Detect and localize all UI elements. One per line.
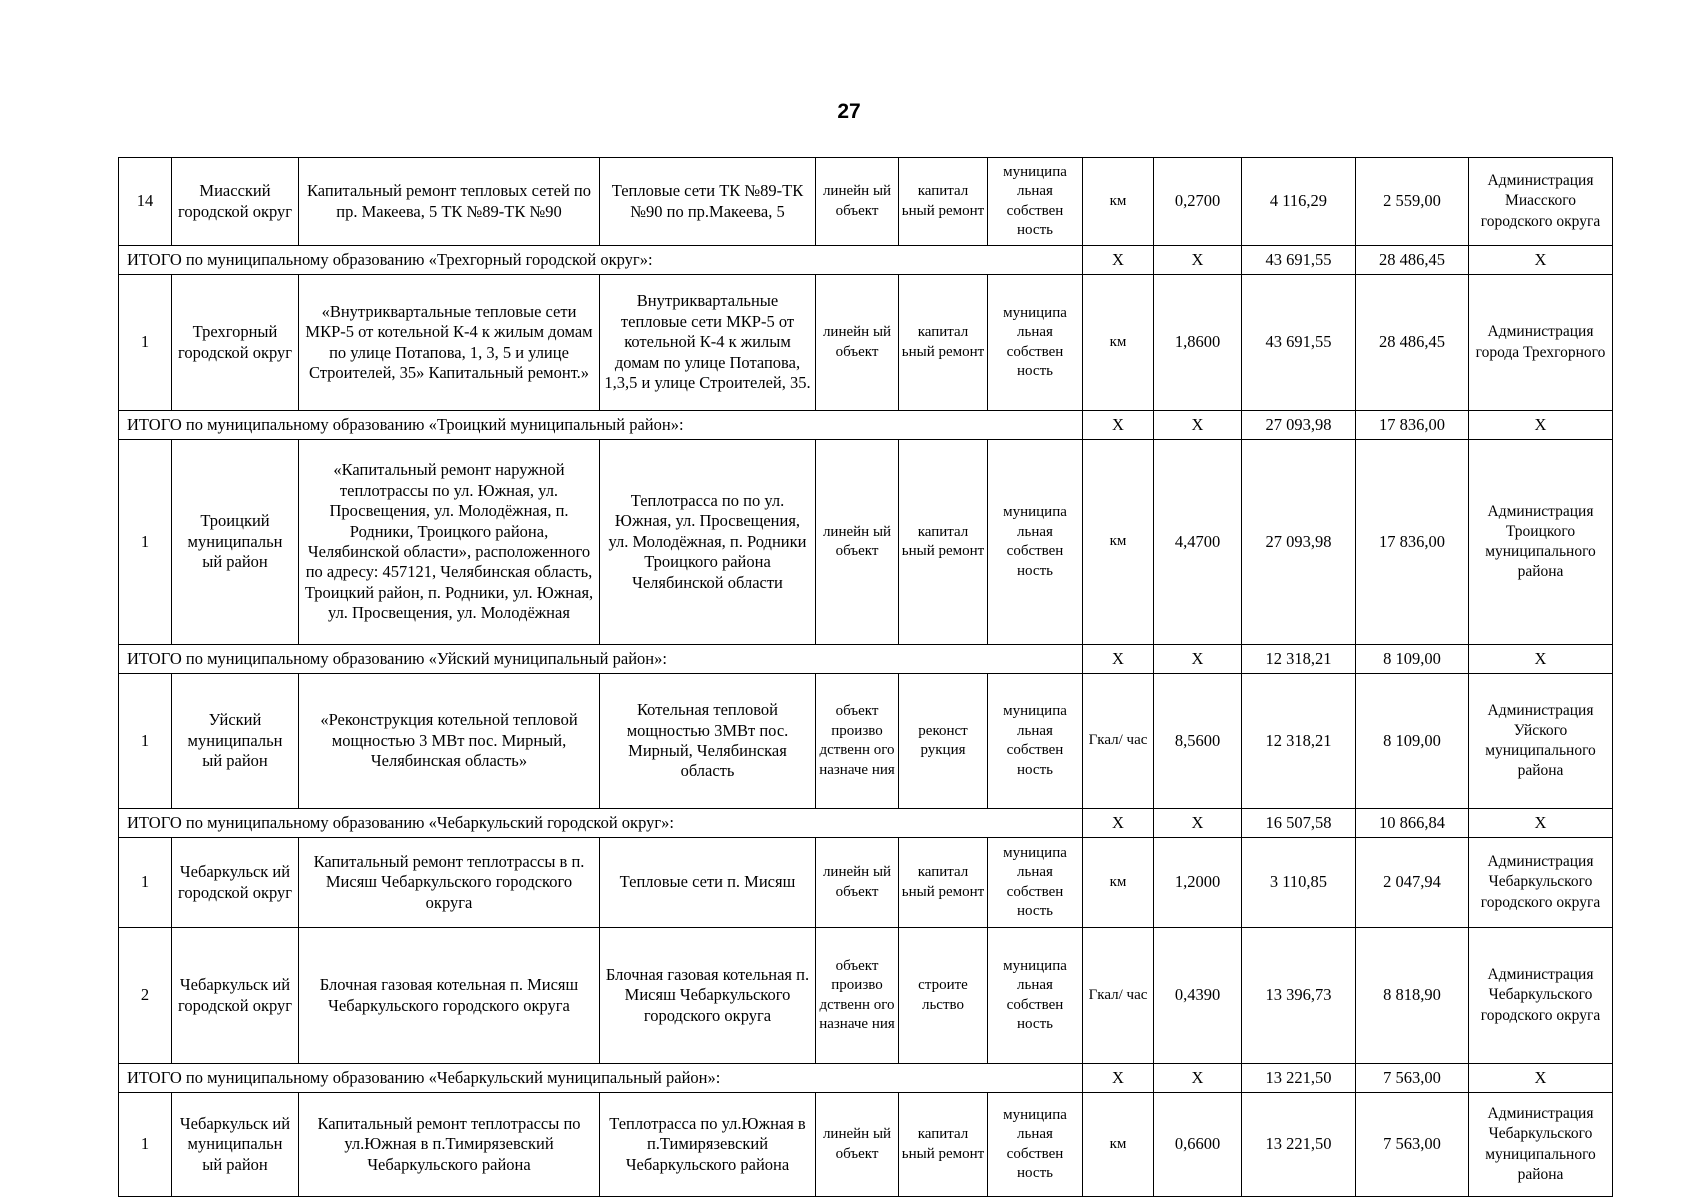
table-body bbox=[119, 158, 1613, 1197]
row-number: 14 bbox=[119, 158, 172, 246]
work-type-cell: капитал ьный ремонт bbox=[899, 1093, 988, 1197]
total-row bbox=[119, 411, 1613, 440]
object-type-cell: линейн ый объект bbox=[816, 1093, 899, 1197]
work-type-cell: реконст рукция bbox=[899, 674, 988, 809]
object-type-cell: линейн ый объект bbox=[816, 275, 899, 411]
total-unit: X bbox=[1083, 246, 1154, 275]
heat-network-projects-table bbox=[118, 157, 1613, 1197]
object-type-cell: линейн ый объект bbox=[816, 440, 899, 645]
capacity-cell: 8,5600 bbox=[1154, 674, 1242, 809]
total-cost-total: 13 221,50 bbox=[1242, 1064, 1356, 1093]
work-type-cell: капитал ьный ремонт bbox=[899, 275, 988, 411]
unit-cell: Гкал/ час bbox=[1083, 674, 1154, 809]
total-cost-total: 43 691,55 bbox=[1242, 246, 1356, 275]
ownership-cell: муниципа льная собствен ность bbox=[988, 928, 1083, 1064]
municipality-cell: Уйский муниципальн ый район bbox=[172, 674, 299, 809]
cost-budget-cell: 2 047,94 bbox=[1356, 838, 1469, 928]
total-capacity: X bbox=[1154, 645, 1242, 674]
table-row bbox=[119, 158, 1613, 246]
cost-budget-cell: 7 563,00 bbox=[1356, 1093, 1469, 1197]
total-capacity: X bbox=[1154, 411, 1242, 440]
total-unit: X bbox=[1083, 1064, 1154, 1093]
capacity-cell: 1,2000 bbox=[1154, 838, 1242, 928]
unit-cell: км bbox=[1083, 440, 1154, 645]
project-name-cell: Капитальный ремонт тепловых сетей по пр. Макеева, 5 ТК №89-ТК №90 bbox=[299, 158, 600, 246]
total-customer: X bbox=[1469, 809, 1613, 838]
total-row bbox=[119, 645, 1613, 674]
total-row bbox=[119, 246, 1613, 275]
total-label: ИТОГО по муниципальному образованию «Троицкий муниципальный район»: bbox=[119, 411, 1083, 440]
ownership-cell: муниципа льная собствен ность bbox=[988, 440, 1083, 645]
cost-budget-cell: 28 486,45 bbox=[1356, 275, 1469, 411]
unit-cell: км bbox=[1083, 1093, 1154, 1197]
cost-budget-cell: 17 836,00 bbox=[1356, 440, 1469, 645]
customer-cell: Администрация Троицкого муниципального района bbox=[1469, 440, 1613, 645]
table-row bbox=[119, 674, 1613, 809]
work-type-cell: капитал ьный ремонт bbox=[899, 158, 988, 246]
customer-cell: Администрация Чебаркульского городского округа bbox=[1469, 928, 1613, 1064]
municipality-cell: Троицкий муниципальн ый район bbox=[172, 440, 299, 645]
municipality-cell: Чебаркульск ий городской округ bbox=[172, 838, 299, 928]
cost-budget-cell: 8 109,00 bbox=[1356, 674, 1469, 809]
cost-budget-cell: 8 818,90 bbox=[1356, 928, 1469, 1064]
object-name-cell: Котельная тепловой мощностью 3МВт пос. Мирный, Челябинская область bbox=[600, 674, 816, 809]
total-unit: X bbox=[1083, 809, 1154, 838]
total-cost-budget: 17 836,00 bbox=[1356, 411, 1469, 440]
capacity-cell: 1,8600 bbox=[1154, 275, 1242, 411]
row-number: 1 bbox=[119, 275, 172, 411]
total-capacity: X bbox=[1154, 1064, 1242, 1093]
capacity-cell: 4,4700 bbox=[1154, 440, 1242, 645]
object-type-cell: линейн ый объект bbox=[816, 838, 899, 928]
total-customer: X bbox=[1469, 1064, 1613, 1093]
work-type-cell: капитал ьный ремонт bbox=[899, 838, 988, 928]
ownership-cell: муниципа льная собствен ность bbox=[988, 1093, 1083, 1197]
object-name-cell: Тепловые сети ТК №89-ТК №90 по пр.Макеева, 5 bbox=[600, 158, 816, 246]
ownership-cell: муниципа льная собствен ность bbox=[988, 838, 1083, 928]
table-row bbox=[119, 275, 1613, 411]
row-number: 2 bbox=[119, 928, 172, 1064]
ownership-cell: муниципа льная собствен ность bbox=[988, 674, 1083, 809]
page-number: 27 bbox=[837, 100, 861, 123]
customer-cell: Администрация Уйского муниципального района bbox=[1469, 674, 1613, 809]
municipality-cell: Чебаркульск ий городской округ bbox=[172, 928, 299, 1064]
customer-cell: Администрация Чебаркульского городского округа bbox=[1469, 838, 1613, 928]
cost-total-cell: 3 110,85 bbox=[1242, 838, 1356, 928]
object-name-cell: Теплотрасса по по ул. Южная, ул. Просвещения, ул. Молодёжная, п. Родники Троицкого района Челябинской области bbox=[600, 440, 816, 645]
object-name-cell: Блочная газовая котельная п. Мисяш Чебаркульского городского округа bbox=[600, 928, 816, 1064]
total-label: ИТОГО по муниципальному образованию «Чебаркульский муниципальный район»: bbox=[119, 1064, 1083, 1093]
cost-total-cell: 13 396,73 bbox=[1242, 928, 1356, 1064]
total-cost-total: 16 507,58 bbox=[1242, 809, 1356, 838]
unit-cell: Гкал/ час bbox=[1083, 928, 1154, 1064]
object-type-cell: линейн ый объект bbox=[816, 158, 899, 246]
row-number: 1 bbox=[119, 838, 172, 928]
project-name-cell: Капитальный ремонт теплотрассы по ул.Южная в п.Тимирязевский Чебаркульского района bbox=[299, 1093, 600, 1197]
customer-cell: Администрация Чебаркульского муниципального района bbox=[1469, 1093, 1613, 1197]
total-label: ИТОГО по муниципальному образованию «Уйский муниципальный район»: bbox=[119, 645, 1083, 674]
total-cost-total: 12 318,21 bbox=[1242, 645, 1356, 674]
total-cost-budget: 28 486,45 bbox=[1356, 246, 1469, 275]
total-cost-budget: 7 563,00 bbox=[1356, 1064, 1469, 1093]
table-row bbox=[119, 928, 1613, 1064]
row-number: 1 bbox=[119, 440, 172, 645]
total-unit: X bbox=[1083, 645, 1154, 674]
total-label: ИТОГО по муниципальному образованию «Чебаркульский городской округ»: bbox=[119, 809, 1083, 838]
municipality-cell: Чебаркульск ий муниципальн ый район bbox=[172, 1093, 299, 1197]
total-label: ИТОГО по муниципальному образованию «Трехгорный городской округ»: bbox=[119, 246, 1083, 275]
object-name-cell: Теплотрасса по ул.Южная в п.Тимирязевский Чебаркульского района bbox=[600, 1093, 816, 1197]
project-name-cell: «Внутриквартальные тепловые сети МКР-5 от котельной К-4 к жилым домам по улице Потапова, 1, 3, 5 и улице Строителей, 35» Капитальный ремонт.» bbox=[299, 275, 600, 411]
ownership-cell: муниципа льная собствен ность bbox=[988, 158, 1083, 246]
total-capacity: X bbox=[1154, 246, 1242, 275]
row-number: 1 bbox=[119, 674, 172, 809]
ownership-cell: муниципа льная собствен ность bbox=[988, 275, 1083, 411]
cost-total-cell: 27 093,98 bbox=[1242, 440, 1356, 645]
table-row bbox=[119, 440, 1613, 645]
cost-total-cell: 43 691,55 bbox=[1242, 275, 1356, 411]
unit-cell: км bbox=[1083, 275, 1154, 411]
project-name-cell: «Реконструкция котельной тепловой мощностью 3 МВт пос. Мирный, Челябинская область» bbox=[299, 674, 600, 809]
object-type-cell: объект произво дственн ого назначе ния bbox=[816, 674, 899, 809]
object-type-cell: объект произво дственн ого назначе ния bbox=[816, 928, 899, 1064]
project-name-cell: Капитальный ремонт теплотрассы в п. Мисяш Чебаркульского городского округа bbox=[299, 838, 600, 928]
table-row bbox=[119, 838, 1613, 928]
total-row bbox=[119, 809, 1613, 838]
municipality-cell: Миасский городской округ bbox=[172, 158, 299, 246]
cost-budget-cell: 2 559,00 bbox=[1356, 158, 1469, 246]
row-number: 1 bbox=[119, 1093, 172, 1197]
capacity-cell: 0,2700 bbox=[1154, 158, 1242, 246]
total-cost-budget: 10 866,84 bbox=[1356, 809, 1469, 838]
total-row bbox=[119, 1064, 1613, 1093]
work-type-cell: строите льство bbox=[899, 928, 988, 1064]
unit-cell: км bbox=[1083, 158, 1154, 246]
total-capacity: X bbox=[1154, 809, 1242, 838]
capacity-cell: 0,6600 bbox=[1154, 1093, 1242, 1197]
municipality-cell: Трехгорный городской округ bbox=[172, 275, 299, 411]
total-customer: X bbox=[1469, 645, 1613, 674]
object-name-cell: Внутриквартальные тепловые сети МКР-5 от котельной К-4 к жилым домам по улице Потапова, 1,3,5 и улице Строителей, 35. bbox=[600, 275, 816, 411]
total-unit: X bbox=[1083, 411, 1154, 440]
unit-cell: км bbox=[1083, 838, 1154, 928]
cost-total-cell: 13 221,50 bbox=[1242, 1093, 1356, 1197]
cost-total-cell: 12 318,21 bbox=[1242, 674, 1356, 809]
customer-cell: Администрация города Трехгорного bbox=[1469, 275, 1613, 411]
project-name-cell: Блочная газовая котельная п. Мисяш Чебаркульского городского округа bbox=[299, 928, 600, 1064]
table-row bbox=[119, 1093, 1613, 1197]
customer-cell: Администрация Миасского городского округа bbox=[1469, 158, 1613, 246]
total-customer: X bbox=[1469, 411, 1613, 440]
total-customer: X bbox=[1469, 246, 1613, 275]
work-type-cell: капитал ьный ремонт bbox=[899, 440, 988, 645]
object-name-cell: Тепловые сети п. Мисяш bbox=[600, 838, 816, 928]
cost-total-cell: 4 116,29 bbox=[1242, 158, 1356, 246]
project-name-cell: «Капитальный ремонт наружной теплотрассы по ул. Южная, ул. Просвещения, ул. Молодёжная, п. Родники, Троицкого района, Челябинской области», расположенного по адресу: 457121, Челябинская область, Троицкий район, п. Родники, ул. Южная, ул. Просвещения, ул. Молодёжная bbox=[299, 440, 600, 645]
capacity-cell: 0,4390 bbox=[1154, 928, 1242, 1064]
total-cost-budget: 8 109,00 bbox=[1356, 645, 1469, 674]
total-cost-total: 27 093,98 bbox=[1242, 411, 1356, 440]
